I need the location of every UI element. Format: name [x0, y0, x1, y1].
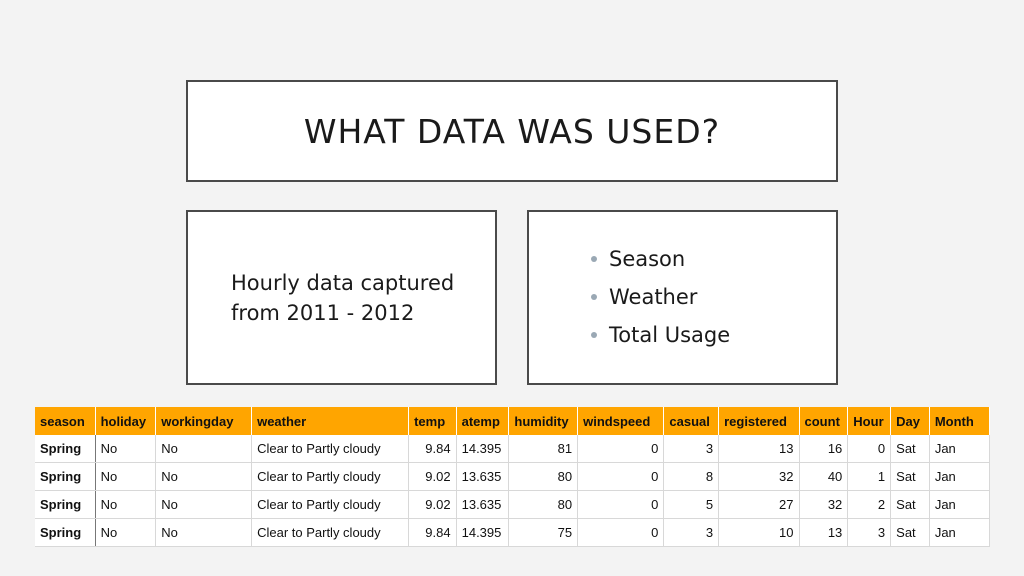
table-cell: No: [156, 435, 252, 463]
table-cell: Sat: [891, 435, 930, 463]
table-cell: Spring: [35, 435, 95, 463]
data-range-line-2: from 2011 - 2012: [231, 301, 415, 325]
table-cell: 27: [719, 491, 799, 519]
table-cell: 3: [848, 519, 891, 547]
table-cell: No: [156, 491, 252, 519]
slide-title: WHAT DATA WAS USED?: [303, 111, 721, 151]
list-item: [609, 278, 730, 316]
table-cell: 3: [664, 435, 719, 463]
table-cell: Jan: [929, 519, 989, 547]
column-header: workingday: [156, 407, 252, 435]
column-header: season: [35, 407, 95, 435]
table-cell: 75: [509, 519, 578, 547]
table-cell: Clear to Partly cloudy: [252, 435, 409, 463]
table-row: [35, 435, 990, 463]
table-cell: 3: [664, 519, 719, 547]
list-item: [609, 240, 730, 278]
table-cell: 13: [799, 519, 848, 547]
bullet-icon: [591, 256, 597, 262]
table-cell: Jan: [929, 491, 989, 519]
bike-data-table: [35, 407, 990, 547]
table-row: [35, 519, 990, 547]
table-cell: No: [156, 463, 252, 491]
column-header: Month: [929, 407, 989, 435]
data-range-box: [186, 210, 497, 385]
column-header: holiday: [95, 407, 156, 435]
table-cell: 5: [664, 491, 719, 519]
table-cell: 13: [719, 435, 799, 463]
variables-list: [609, 240, 730, 354]
table-header-row: [35, 407, 990, 435]
table-cell: 40: [799, 463, 848, 491]
table-cell: 32: [719, 463, 799, 491]
column-header: temp: [409, 407, 457, 435]
table-cell: 14.395: [456, 519, 509, 547]
table-row: [35, 491, 990, 519]
table-cell: 0: [578, 435, 664, 463]
table-row: [35, 463, 990, 491]
table-cell: No: [95, 435, 156, 463]
table-cell: No: [156, 519, 252, 547]
table-cell: Sat: [891, 463, 930, 491]
table-cell: 9.02: [409, 463, 457, 491]
column-header: Day: [891, 407, 930, 435]
table-cell: 81: [509, 435, 578, 463]
table-cell: 1: [848, 463, 891, 491]
table-cell: 9.02: [409, 491, 457, 519]
column-header: registered: [719, 407, 799, 435]
data-range-text: [231, 268, 481, 328]
table-cell: 0: [578, 463, 664, 491]
table-cell: Spring: [35, 491, 95, 519]
bullet-icon: [591, 294, 597, 300]
data-range-line-1: Hourly data captured: [231, 271, 455, 295]
table-cell: Sat: [891, 491, 930, 519]
column-header: casual: [664, 407, 719, 435]
column-header: humidity: [509, 407, 578, 435]
table-cell: Jan: [929, 435, 989, 463]
table-cell: 80: [509, 463, 578, 491]
table-cell: Clear to Partly cloudy: [252, 491, 409, 519]
bullet-text: Weather: [609, 285, 698, 309]
table-cell: 14.395: [456, 435, 509, 463]
table-cell: Sat: [891, 519, 930, 547]
column-header: count: [799, 407, 848, 435]
table-cell: 8: [664, 463, 719, 491]
column-header: atemp: [456, 407, 509, 435]
table-cell: 13.635: [456, 463, 509, 491]
column-header: weather: [252, 407, 409, 435]
table-cell: Spring: [35, 463, 95, 491]
table-cell: Clear to Partly cloudy: [252, 519, 409, 547]
table-cell: Clear to Partly cloudy: [252, 463, 409, 491]
column-header: windspeed: [578, 407, 664, 435]
table-cell: No: [95, 519, 156, 547]
table-cell: 0: [848, 435, 891, 463]
variables-box: [527, 210, 838, 385]
column-header: Hour: [848, 407, 891, 435]
bullet-text: Total Usage: [609, 323, 731, 347]
bullet-text: Season: [609, 247, 686, 271]
table-cell: 32: [799, 491, 848, 519]
table-cell: 9.84: [409, 519, 457, 547]
table-cell: 2: [848, 491, 891, 519]
list-item: [609, 316, 730, 354]
table-cell: 0: [578, 519, 664, 547]
table-cell: 9.84: [409, 435, 457, 463]
table-cell: 16: [799, 435, 848, 463]
bullet-icon: [591, 332, 597, 338]
table-cell: 13.635: [456, 491, 509, 519]
table-cell: Spring: [35, 519, 95, 547]
table-cell: 80: [509, 491, 578, 519]
table-cell: No: [95, 463, 156, 491]
table-cell: Jan: [929, 463, 989, 491]
table-cell: 0: [578, 491, 664, 519]
title-box: [186, 80, 838, 182]
table-cell: No: [95, 491, 156, 519]
table-cell: 10: [719, 519, 799, 547]
